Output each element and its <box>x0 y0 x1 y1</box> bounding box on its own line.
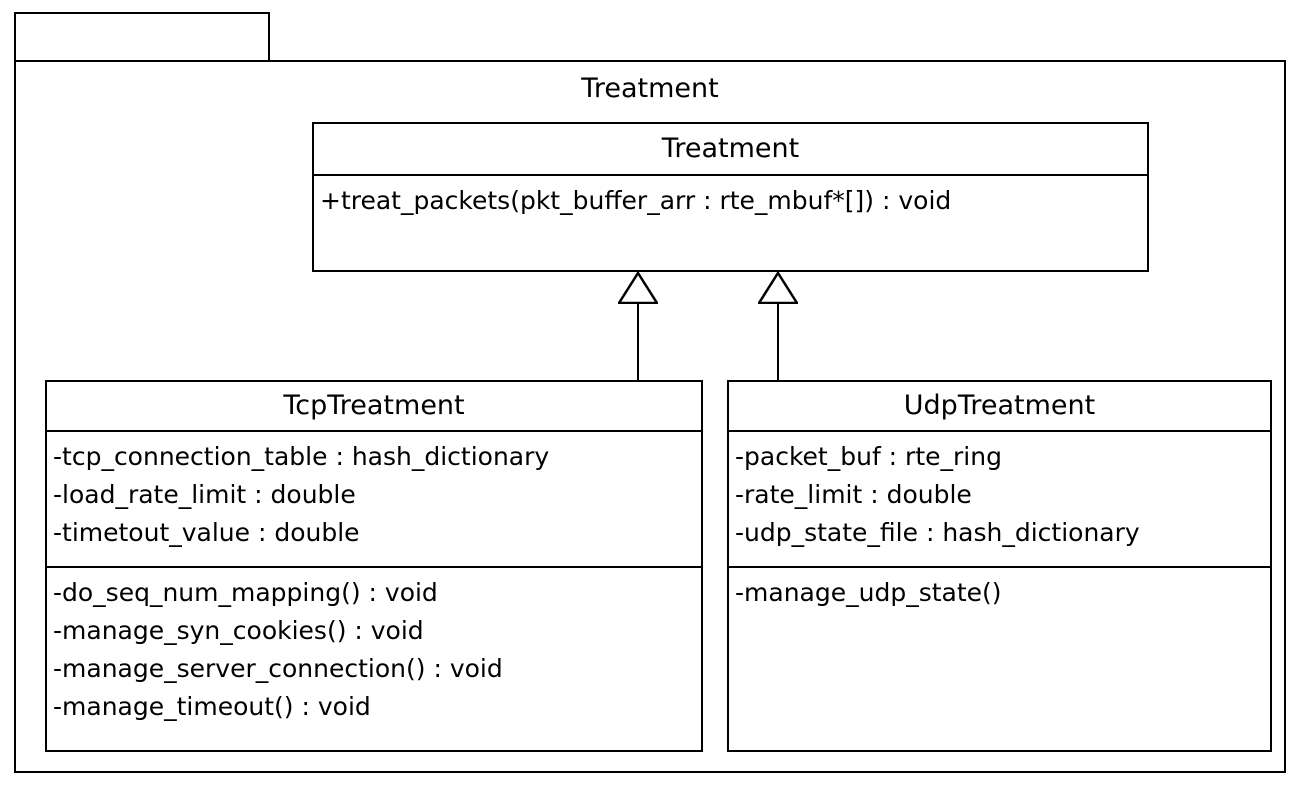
class-name-treatment: Treatment <box>314 124 1147 176</box>
package-tab <box>14 12 270 60</box>
class-operations-treatment <box>314 176 1147 260</box>
class-name-udptreatment: UdpTreatment <box>729 382 1270 432</box>
operation: +treat_packets(pkt_buffer_arr : rte_mbuf*[]) : void <box>320 186 952 215</box>
class-box-udptreatment[interactable] <box>727 380 1272 752</box>
operation: -manage_syn_cookies() : void <box>53 616 424 645</box>
attribute: -udp_state_file : hash_dictionary <box>735 518 1140 547</box>
operation: -do_seq_num_mapping() : void <box>53 578 438 607</box>
attribute: -timetout_value : double <box>53 518 360 547</box>
generalization-arrow-tcp <box>618 272 658 304</box>
attribute: -packet_buf : rte_ring <box>735 442 1002 471</box>
class-name-tcptreatment: TcpTreatment <box>47 382 701 432</box>
class-box-tcptreatment[interactable] <box>45 380 703 752</box>
operation: -manage_server_connection() : void <box>53 654 503 683</box>
package-title: Treatment <box>581 73 719 104</box>
generalization-line-udp <box>777 303 779 380</box>
operation: -manage_udp_state() <box>735 578 1002 607</box>
class-attributes-tcptreatment <box>47 432 701 568</box>
operation: -manage_timeout() : void <box>53 692 371 721</box>
class-operations-tcptreatment <box>47 568 701 776</box>
attribute: -rate_limit : double <box>735 480 972 509</box>
attribute: -tcp_connection_table : hash_dictionary <box>53 442 550 471</box>
generalization-line-tcp <box>637 303 639 380</box>
class-attributes-udptreatment <box>729 432 1270 568</box>
class-box-treatment[interactable] <box>312 122 1149 272</box>
generalization-arrow-udp <box>758 272 798 304</box>
class-operations-udptreatment <box>729 568 1270 776</box>
attribute: -load_rate_limit : double <box>53 480 356 509</box>
